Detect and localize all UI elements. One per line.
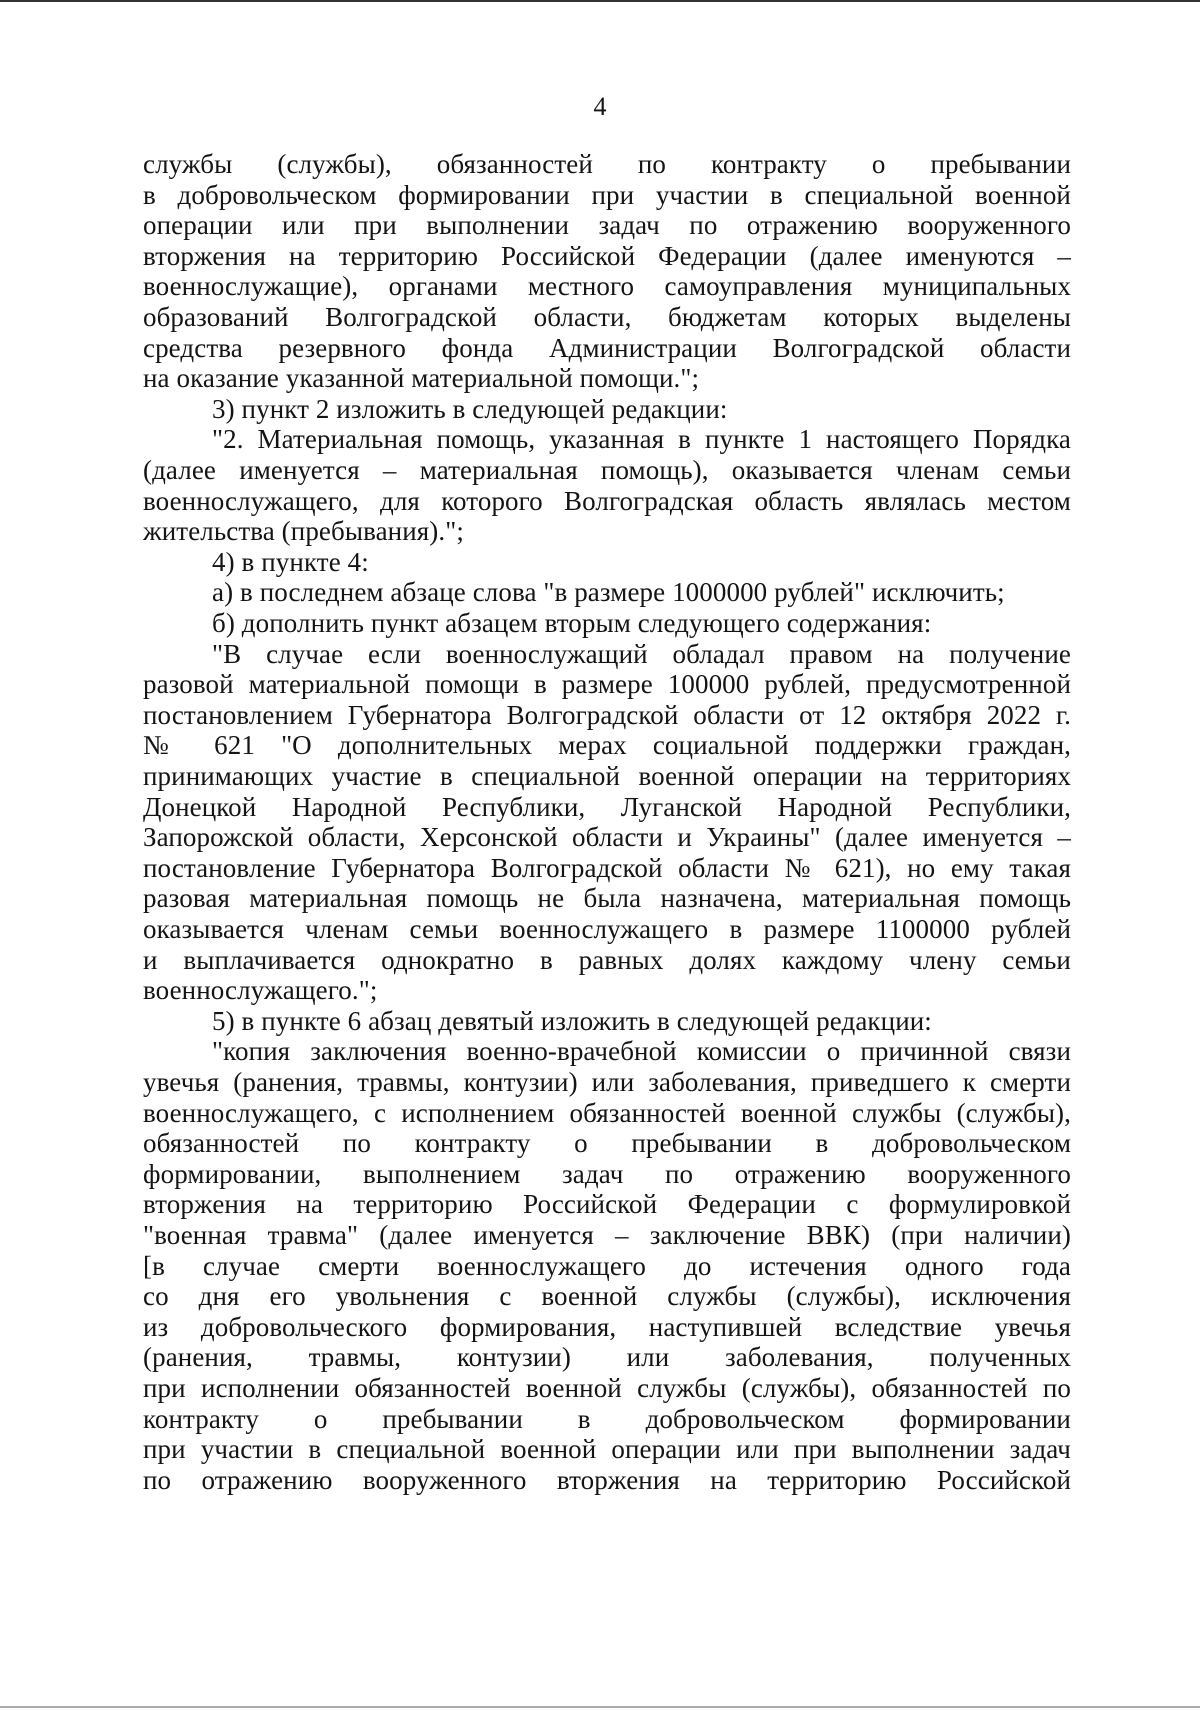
text-line: увечья (ранения, травмы, контузии) или заболевания, приведшего к смерти	[143, 1067, 1071, 1097]
text-line: "копия заключения военно-врачебной комиссии о причинной связи	[212, 1036, 1071, 1067]
text-line: из добровольческого формирования, наступившей вследствие увечья	[143, 1311, 1071, 1342]
text-line: обязанностей по контракту о пребывании в добровольческом	[143, 1128, 1071, 1159]
text-line: Запорожской области, Херсонской области и Украины" (далее именуется –	[143, 822, 1071, 853]
text-line: (ранения, травмы, контузии) или заболевания, полученных	[143, 1342, 1071, 1373]
text-line: 5) в пункте 6 абзац девятый изложить в следующей редакции:	[212, 1005, 932, 1036]
text-line: формировании, выполнением задач по отражению вооруженного	[143, 1158, 1071, 1189]
text-line: № 621 "О дополнительных мерах социальной поддержки граждан,	[143, 730, 1071, 761]
text-line: в добровольческом формировании при участии в специальной военной	[143, 179, 1071, 210]
text-line: вторжения на территорию Российской Федерации (далее именуются –	[143, 240, 1071, 271]
text-line: [в случае смерти военнослужащего до истечения одного года	[143, 1250, 1071, 1281]
text-line: 3) пункт 2 изложить в следующей редакции:	[212, 393, 728, 424]
text-line: принимающих участие в специальной военной операции на территориях	[143, 761, 1071, 791]
text-line: образований Волгоградской области, бюджетам которых выделены	[143, 302, 1071, 332]
text-line: при исполнении обязанностей военной службы (службы), обязанностей по	[143, 1373, 1071, 1403]
scan-edge-top	[0, 0, 1200, 2]
text-line: контракту о пребывании в добровольческом формировании	[143, 1403, 1071, 1434]
text-line: разовая материальная помощь не была назначена, материальная помощь	[143, 883, 1071, 914]
text-line: на оказание указанной материальной помощи.";	[143, 363, 700, 394]
text-line: военнослужащего, с исполнением обязанностей военной службы (службы),	[143, 1097, 1071, 1128]
text-line: и выплачивается однократно в равных долях каждому члену семьи	[143, 944, 1071, 975]
page-number: 4	[593, 92, 607, 121]
text-line: военнослужащего, для которого Волгоградская область являлась местом	[143, 485, 1071, 516]
text-line: разовой материальной помощи в размере 100000 рублей, предусмотренной	[143, 669, 1071, 700]
text-line: Донецкой Народной Республики, Луганской Народной Республики,	[143, 791, 1071, 822]
text-line: 4) в пункте 4:	[212, 546, 369, 577]
scan-edge-bottom	[0, 1706, 1200, 1708]
text-line: военнослужащие), органами местного самоуправления муниципальных	[143, 271, 1071, 302]
text-line: постановлением Губернатора Волгоградской области от 12 октября 2022 г.	[143, 699, 1071, 730]
text-line: военнослужащего.";	[143, 975, 378, 1006]
text-line: постановление Губернатора Волгоградской области № 621), но ему такая	[143, 852, 1071, 883]
text-line: "военная травма" (далее именуется – заключение ВВК) (при наличии)	[143, 1220, 1071, 1250]
text-line: оказывается членам семьи военнослужащего в размере 1100000 рублей	[143, 914, 1071, 944]
text-line: при участии в специальной военной операции или при выполнении задач	[143, 1434, 1071, 1465]
text-line: б) дополнить пункт абзацем вторым следующего содержания:	[212, 608, 932, 638]
text-line: "В случае если военнослужащий обладал правом на получение	[212, 638, 1071, 669]
text-line: средства резервного фонда Администрации Волгоградской области	[143, 332, 1071, 363]
text-line: жительства (пребывания).";	[143, 516, 464, 547]
text-line: "2. Материальная помощь, указанная в пункте 1 настоящего Порядка	[212, 424, 1071, 455]
text-line: а) в последнем абзаце слова "в размере 1000000 рублей" исключить;	[212, 577, 1005, 608]
text-line: операции или при выполнении задач по отражению вооруженного	[143, 210, 1071, 241]
text-line: вторжения на территорию Российской Федерации с формулировкой	[143, 1189, 1071, 1220]
text-line: службы (службы), обязанностей по контракту о пребывании	[143, 149, 1071, 179]
text-line: по отражению вооруженного вторжения на территорию Российской	[143, 1464, 1071, 1495]
text-line: со дня его увольнения с военной службы (службы), исключения	[143, 1281, 1071, 1312]
text-line: (далее именуется – материальная помощь), оказывается членам семьи	[143, 455, 1071, 485]
